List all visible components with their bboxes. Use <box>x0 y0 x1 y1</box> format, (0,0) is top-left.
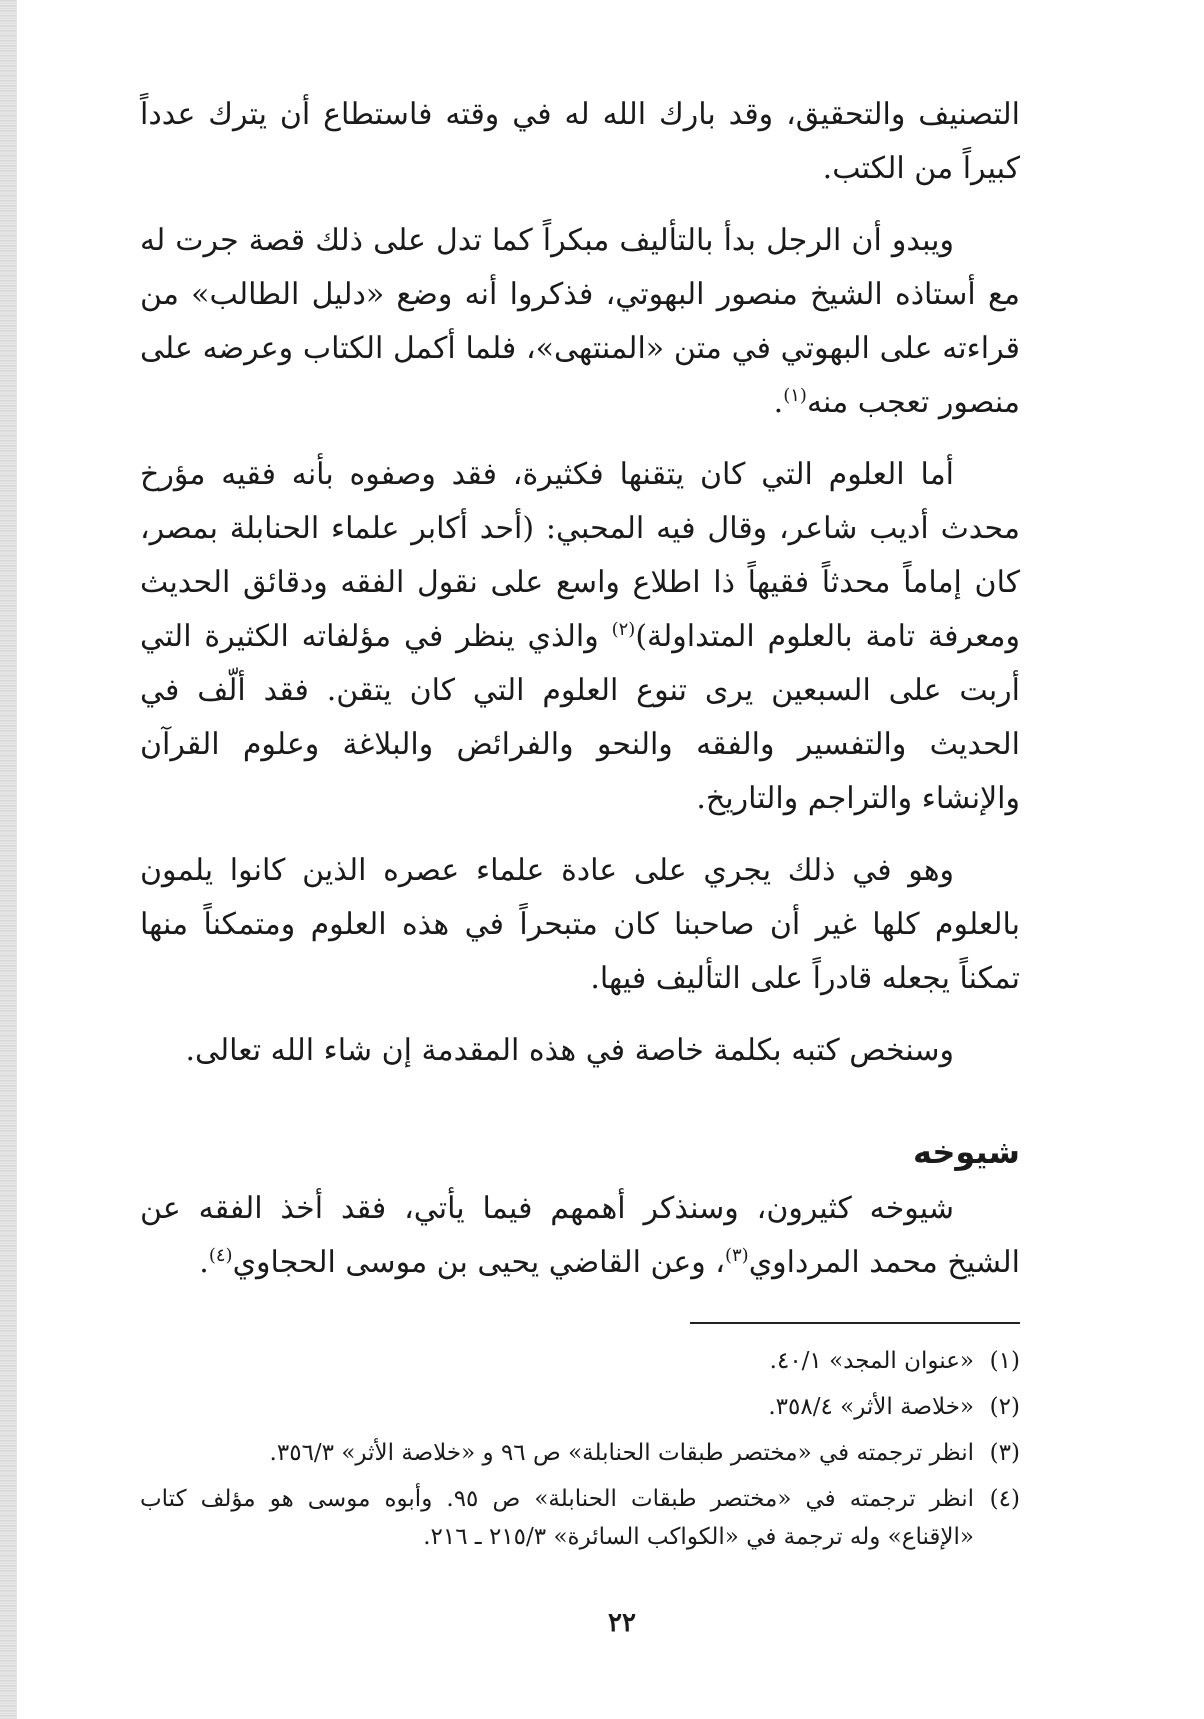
paragraph-1: التصنيف والتحقيق، وقد بارك الله له في وقته فاستطاع أن يترك عدداً كبيراً من الكتب. <box>140 97 1020 186</box>
footnote-3 <box>140 1434 1020 1472</box>
footnote-number: (١) <box>989 1348 1020 1374</box>
paragraph-6-text-a: شيوخه كثيرون، وسنذكر أهمهم فيما يأتي، فقد أخذ الفقه عن الشيخ محمد المرداوي <box>140 1191 1020 1280</box>
footnote-number: (٢) <box>989 1394 1020 1420</box>
paragraph-6 <box>140 1182 1020 1290</box>
footnote-4 <box>140 1480 1020 1556</box>
paragraph-5: وسنخص كتبه بكلمة خاصة في هذه المقدمة إن شاء الله تعالى. <box>185 1033 954 1068</box>
footnote-ref-4: (٤) <box>208 1245 233 1266</box>
footnote-text: انظر ترجمته في «مختصر طبقات الحنابلة» ص ٩٦ و «خلاصة الأثر» ٣٥٦/٣. <box>269 1440 974 1466</box>
paragraph-6-text-b: ، وعن القاضي يحيى بن موسى الحجاوي <box>232 1245 725 1280</box>
paragraph-3-text-a: أما العلوم التي كان يتقنها فكثيرة، فقد وصفوه بأنه فقيه مؤرخ محدث أديب شاعر، وقال فيه المحبي: (أحد أكابر علماء الحنابلة بمصر، كان إماماً محدثاً فقيهاً ذا اطلاع واسع على نقول الفقه ودقائق الحديث ومعرفة تامة بالعلوم المتداولة) <box>140 457 1020 654</box>
footnote-ref-3: (٣) <box>724 1245 749 1266</box>
footnote-text: «خلاصة الأثر» ٣٥٨/٤. <box>768 1394 974 1420</box>
footnote-number: (٣) <box>989 1440 1020 1466</box>
footnote-text: انظر ترجمته في «مختصر طبقات الحنابلة» ص ٩٥. وأبوه موسى هو مؤلف كتاب «الإقناع» وله ترجمة في «الكواكب السائرة» ٢١٥/٣ ـ ٢١٦. <box>140 1486 975 1550</box>
paragraph-4: وهو في ذلك يجري على عادة علماء عصره الذين كانوا يلمون بالعلوم كلها غير أن صاحبنا كان متبحراً في هذه العلوم ومتمكناً منها تمكناً يجعله قادراً على التأليف فيها. <box>140 853 1020 996</box>
page-body <box>140 88 1020 1564</box>
paragraph-2 <box>140 214 1020 430</box>
paragraph-2-end: . <box>773 385 784 420</box>
footnote-1 <box>140 1342 1020 1380</box>
page-number: ٢٢ <box>608 1608 636 1638</box>
footnote-divider <box>690 1322 1020 1324</box>
footnote-number: (٤) <box>989 1486 1020 1512</box>
footnote-text: «عنوان المجد» ٤٠/١. <box>769 1348 974 1374</box>
paragraph-3-text-b: والذي ينظر في مؤلفاته الكثيرة التي أربت على السبعين يرى تنوع العلوم التي كان يتقن. فقد ألّف في الحديث والتفسير والفقه والنحو والفرائض والبلاغة وعلوم القرآن والإنشاء والتراجم والتاريخ. <box>140 619 1020 816</box>
footnote-ref-2: (٢) <box>611 619 636 640</box>
paragraph-2-text: ويبدو أن الرجل بدأ بالتأليف مبكراً كما تدل على ذلك قصة جرت له مع أستاذه الشيخ منصور البهوتي، فذكروا أنه وضع «دليل الطالب» من قراءته على البهوتي في متن «المنتهى»، فلما أكمل الكتاب وعرضه على منصور تعجب منه <box>140 223 1020 420</box>
section-heading: شيوخه <box>912 1133 1020 1171</box>
footnote-2 <box>140 1388 1020 1426</box>
paragraph-3 <box>140 448 1020 826</box>
scan-edge-shadow <box>0 0 17 1719</box>
footnote-ref-1: (١) <box>783 385 807 406</box>
paragraph-6-end: . <box>199 1245 209 1280</box>
